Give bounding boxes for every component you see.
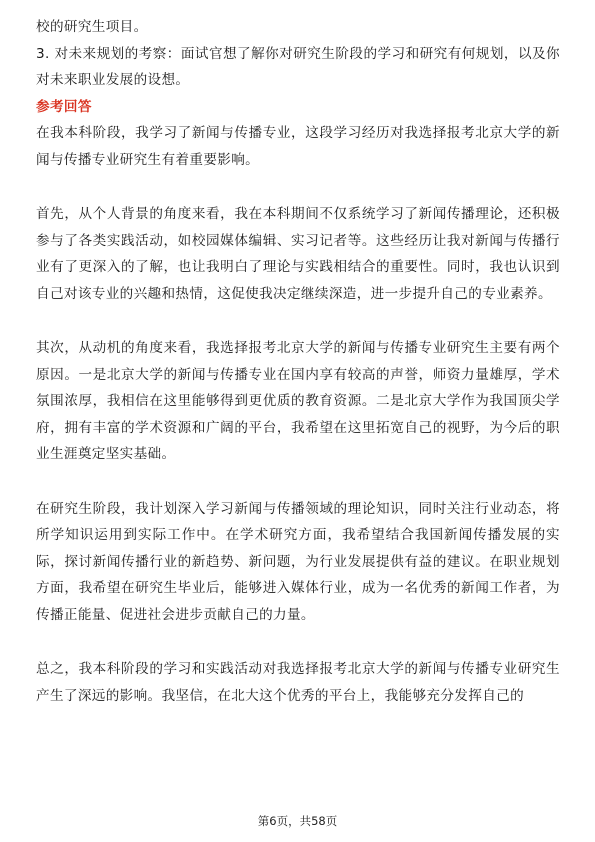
answer-paragraph-5: 总之，我本科阶段的学习和实践活动对我选择报考北京大学的新闻与传播专业研究生产生了深远的影响。我坚信，在北大这个优秀的平台上，我能够充分发挥自己的 bbox=[36, 661, 560, 704]
answer-paragraph-1: 在我本科阶段，我学习了新闻与传播专业，这段学习经历对我选择报考北京大学的新闻与传播专业研究生有着重要影响。 bbox=[36, 125, 560, 168]
document-body bbox=[36, 14, 560, 709]
answer-paragraph-3: 其次，从动机的角度来看，我选择报考北京大学的新闻与传播专业研究生主要有两个原因。一是北京大学的新闻与传播专业在国内享有较高的声誉，师资力量雄厚，学术氛围浓厚，我相信在这里能够得到更优质的教育资源。二是北京大学作为我国顶尖学府，拥有丰富的学术资源和广阔的平台，我希望在这里拓宽自己的视野，为今后的职业生涯奠定坚实基础。 bbox=[36, 340, 560, 462]
paragraph-gap bbox=[36, 307, 560, 335]
answer-heading: 参考回答 bbox=[36, 98, 92, 115]
question-item: 3. 对未来规划的考察：面试官想了解你对研究生阶段的学习和研究有何规划，以及你对未来职业发展的设想。 bbox=[36, 45, 560, 88]
page-number: 第6页，共58页 bbox=[257, 814, 338, 828]
answer-paragraph-2: 首先，从个人背景的角度来看，我在本科期间不仅系统学习了新闻传播理论，还积极参与了各类实践活动，如校园媒体编辑、实习记者等。这些经历让我对新闻与传播行业有了更深入的了解，也让我明白了理论与实践相结合的重要性。同时，我也认识到自己对该专业的兴趣和热情，这促使我决定继续深造，进一步提升自己的专业素养。 bbox=[36, 206, 560, 302]
paragraph-gap bbox=[36, 468, 560, 496]
answer-paragraph-4: 在研究生阶段，我计划深入学习新闻与传播领域的理论知识，同时关注行业动态，将所学知识运用到实际工作中。在学术研究方面，我希望结合我国新闻传播发展的实际，探讨新闻传播行业的新趋势、新问题，为行业发展提供有益的建议。在职业规划方面，我希望在研究生毕业后，能够进入媒体行业，成为一名优秀的新闻工作者，为传播正能量、促进社会进步贡献自己的力量。 bbox=[36, 500, 560, 623]
paragraph-gap bbox=[36, 173, 560, 201]
lead-line: 校的研究生项目。 bbox=[36, 19, 148, 35]
paragraph-gap bbox=[36, 628, 560, 656]
